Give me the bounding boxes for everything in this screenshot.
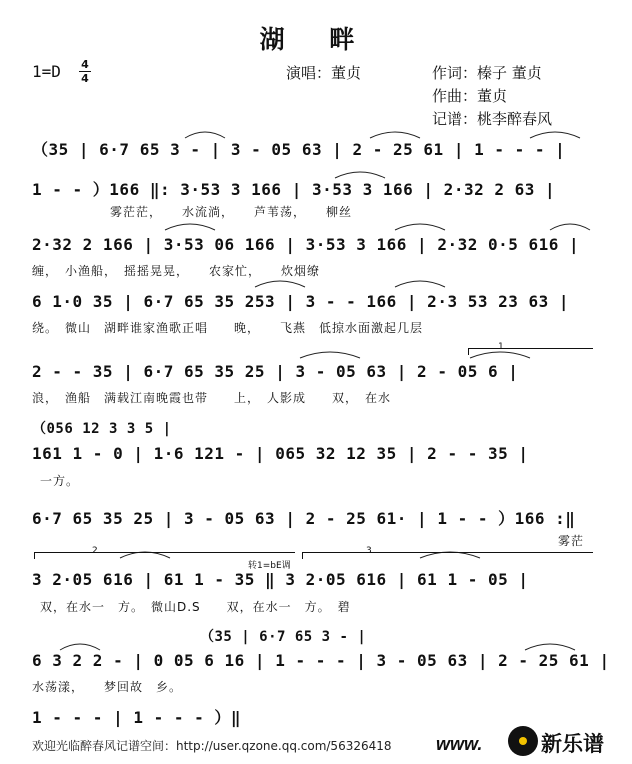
score-line-9-intro: （35 | 6·7 65 3 - | bbox=[200, 629, 367, 645]
footer-url: 欢迎光临醉春风记谱空间：http://user.qzone.qq.com/56326418 bbox=[32, 739, 392, 753]
credit-singer: 演唱：董贞 bbox=[286, 64, 362, 82]
watermark: www. bbox=[436, 734, 483, 754]
site-logo bbox=[508, 724, 628, 760]
volta-bracket-3 bbox=[302, 552, 593, 559]
slur bbox=[525, 644, 575, 650]
lyric-line-7: 雾茫 bbox=[558, 534, 585, 548]
score-line-3: 2·32 2 166 | 3·53 06 166 | 3·53 3 166 | 2·32 0·5 616 | bbox=[32, 235, 580, 254]
score-line-2: 1 - - ）166 ‖: 3·53 3 166 | 3·53 3 166 | 2·32 2 63 | bbox=[32, 180, 556, 199]
score-line-7: 6·7 65 35 25 | 3 - 05 63 | 2 - 25 61· | 1 - - ）166 :‖ bbox=[32, 509, 576, 528]
slur bbox=[165, 224, 215, 230]
time-signature-bottom: 4 bbox=[81, 72, 89, 85]
time-signature-top: 4 bbox=[81, 58, 89, 71]
logo-text: 新乐谱 bbox=[541, 732, 604, 756]
lyric-line-8: 双，在水一 方。 微山D.S 双，在水一 方。 碧 bbox=[40, 600, 351, 614]
score-line-9: 6 3 2 2 - | 0 05 6 16 | 1 - - - | 3 - 05 63 | 2 - 25 61 | bbox=[32, 651, 610, 670]
lyric-line-3: 缠， 小渔船， 摇摇晃晃， 农家忙， 炊烟缭 bbox=[32, 264, 321, 278]
record-disc-icon bbox=[508, 726, 538, 756]
slur bbox=[60, 644, 100, 650]
credit-transcriber: 记谱：桃李醉春风 bbox=[432, 110, 553, 128]
key-signature: 1=D bbox=[32, 62, 61, 81]
slur bbox=[395, 224, 445, 230]
score-line-1: （35 | 6·7 65 3 - | 3 - 05 63 | 2 - 25 61 | 1 - - - | bbox=[32, 140, 566, 159]
slur bbox=[255, 281, 305, 287]
lyric-line-6: 一方。 bbox=[40, 474, 80, 488]
score-line-8: 3 2·05 616 | 61 1 - 35 ‖ 3 2·05 616 | 61 1 - 05 | bbox=[32, 570, 529, 589]
score-line-5: 2 - - 35 | 6·7 65 35 25 | 3 - 05 63 | 2 - 05 6 | bbox=[32, 362, 519, 381]
volta-number-1: 1 bbox=[498, 342, 504, 352]
time-signature bbox=[79, 59, 91, 84]
credit-lyricist: 作词：榛子 董贞 bbox=[432, 64, 542, 82]
volta-bracket-1 bbox=[468, 348, 593, 355]
volta-number-2: 2 bbox=[92, 546, 98, 556]
score-line-4: 6 1·0 35 | 6·7 65 35 253 | 3 - - 166 | 2·3 53 23 63 | bbox=[32, 292, 570, 311]
lyric-line-5: 浪， 渔船 满载江南晚霞也带 上， 人影成 双， 在水 bbox=[32, 391, 392, 405]
score-line-6-intro: （056 12 3 3 5 | bbox=[32, 421, 172, 437]
volta-number-3: 3 bbox=[366, 546, 372, 556]
lyric-line-9: 水荡漾， 梦回故 乡。 bbox=[32, 680, 183, 694]
lyric-line-4: 绕。 微山 湖畔谁家渔歌正唱 晚， 飞燕 低掠水面激起几层 bbox=[32, 321, 424, 335]
lyric-line-2: 雾茫茫， 水流淌， 芦苇荡， 柳丝 bbox=[110, 205, 353, 219]
slur bbox=[395, 281, 445, 287]
score-line-10: 1 - - - | 1 - - - ）‖ bbox=[32, 708, 242, 727]
modulation-note: 转1=bE调 bbox=[248, 561, 291, 571]
credit-composer: 作曲：董贞 bbox=[432, 87, 508, 105]
slur bbox=[550, 224, 590, 230]
score-line-6: 161 1 - 0 | 1·6 121 - | 065 32 12 35 | 2 - - 35 | bbox=[32, 444, 529, 463]
slur bbox=[300, 352, 360, 358]
page-title: 湖 畔 bbox=[259, 25, 373, 54]
